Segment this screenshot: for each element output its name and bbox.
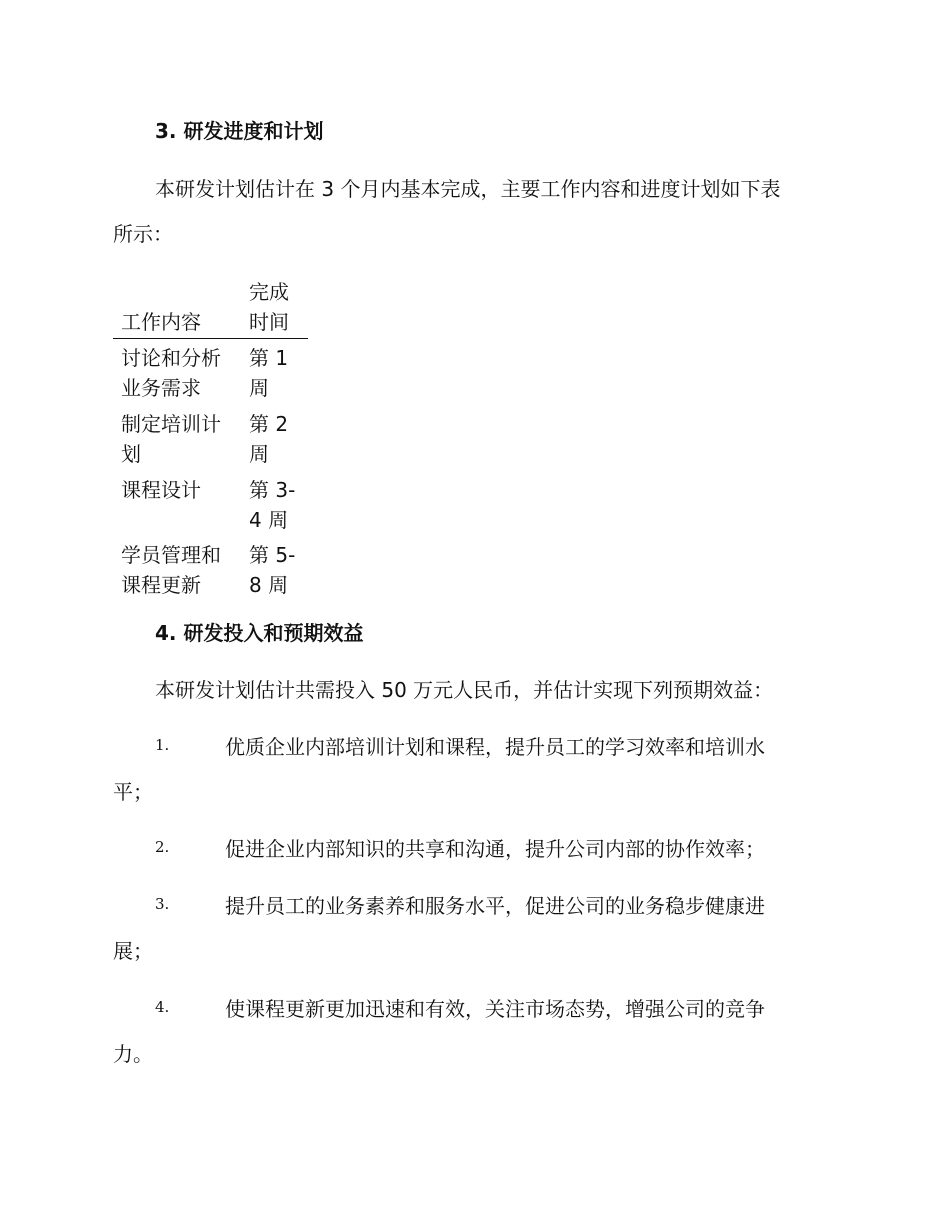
row-4-task-line-2: 课程更新 <box>121 573 201 597</box>
item-4-line-2: 力。 <box>113 1042 153 1066</box>
row-1-task-line-2: 业务需求 <box>121 376 201 400</box>
header-time-line-2: 时间 <box>249 310 289 334</box>
section-3-intro-line-2: 所示： <box>113 222 173 246</box>
item-2-line-1: 促进企业内部知识的共享和沟通，提升公司内部的协作效率； <box>225 837 765 861</box>
item-3-line-2: 展； <box>113 939 153 963</box>
section-3-heading: 3. 研发进度和计划 <box>155 119 324 143</box>
row-1-task <box>121 343 221 403</box>
row-4-task <box>121 540 221 600</box>
row-2-time <box>249 409 288 469</box>
item-1-line-2: 平； <box>113 780 153 804</box>
header-task: 工作内容 <box>121 310 201 334</box>
item-3-line-1: 提升员工的业务素养和服务水平，促进公司的业务稳步健康进 <box>225 894 765 918</box>
table-header-rule <box>113 338 308 339</box>
row-3-task <box>121 475 201 505</box>
row-1-task-line-1: 讨论和分析 <box>121 346 221 370</box>
row-3-time-line-2: 4 周 <box>249 508 289 532</box>
row-2-task-line-1: 制定培训计 <box>121 412 221 436</box>
row-1-time-line-1: 第 1 <box>249 346 289 370</box>
row-2-time-line-2: 周 <box>249 442 269 466</box>
row-1-time <box>249 343 288 403</box>
section-3-intro-line-1: 本研发计划估计在 3 个月内基本完成，主要工作内容和进度计划如下表 <box>155 177 781 201</box>
row-2-task-line-2: 划 <box>121 442 141 466</box>
row-3-time <box>249 475 295 535</box>
item-2-number: 2. <box>155 838 170 856</box>
row-4-task-line-1: 学员管理和 <box>121 543 221 567</box>
section-4-intro: 本研发计划估计共需投入 50 万元人民币，并估计实现下列预期效益： <box>155 678 774 702</box>
row-4-time <box>249 540 295 600</box>
row-2-task <box>121 409 221 469</box>
item-1-number: 1. <box>155 736 170 754</box>
row-4-time-line-1: 第 5- <box>249 543 296 567</box>
section-4-heading: 4. 研发投入和预期效益 <box>155 621 364 645</box>
header-time-line-1: 完成 <box>249 280 289 304</box>
item-4-line-1: 使课程更新更加迅速和有效，关注市场态势，增强公司的竞争 <box>225 997 765 1021</box>
row-2-time-line-1: 第 2 <box>249 412 289 436</box>
item-1-line-1: 优质企业内部培训计划和课程，提升员工的学习效率和培训水 <box>225 735 765 759</box>
item-4-number: 4. <box>155 998 170 1016</box>
row-3-task-line-1: 课程设计 <box>121 478 201 502</box>
row-1-time-line-2: 周 <box>249 376 269 400</box>
row-4-time-line-2: 8 周 <box>249 573 289 597</box>
item-3-number: 3. <box>155 895 170 913</box>
row-3-time-line-1: 第 3- <box>249 478 296 502</box>
header-time <box>249 277 289 337</box>
